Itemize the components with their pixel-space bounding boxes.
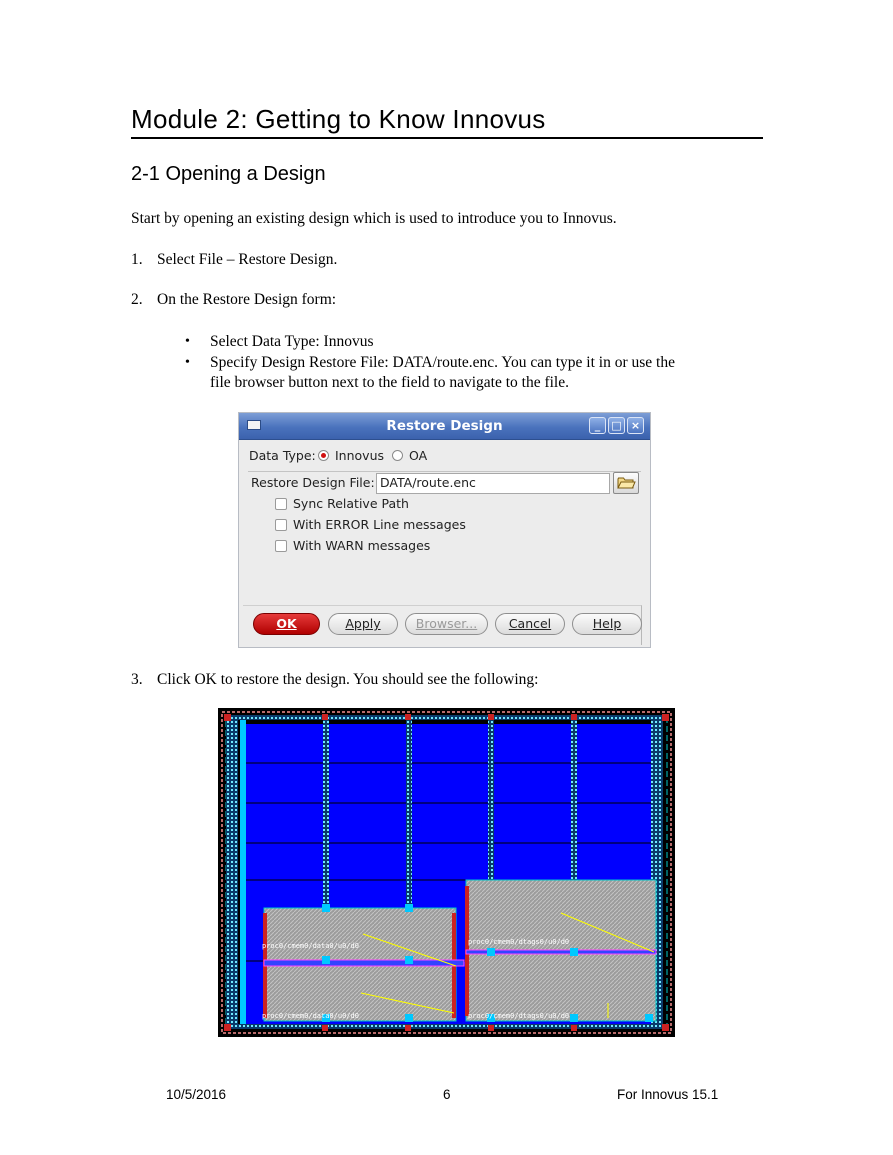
step-1-number: 1. xyxy=(131,251,143,268)
macro-channel xyxy=(264,960,464,966)
layout-canvas xyxy=(218,708,675,1037)
footer-date: 10/5/2016 xyxy=(166,1087,227,1102)
dialog-title: Restore Design xyxy=(386,418,503,434)
browse-file-button[interactable] xyxy=(613,472,639,494)
restore-design-dialog xyxy=(238,412,651,648)
step-1-text: Select File – Restore Design. xyxy=(157,251,338,268)
bullet-dot-icon: • xyxy=(185,334,190,349)
radio-innovus-label[interactable]: Innovus xyxy=(335,448,385,463)
radio-innovus[interactable] xyxy=(318,450,329,461)
step-2-text: On the Restore Design form: xyxy=(157,291,337,308)
title-rule xyxy=(131,137,763,139)
apply-button[interactable]: Apply xyxy=(328,613,398,635)
intro-paragraph: Start by opening an existing design which is used to introduce you to Innovus. xyxy=(131,210,617,227)
step-3-text: Click OK to restore the design. You should see the following: xyxy=(157,671,539,688)
error-line-messages-label[interactable]: With ERROR Line messages xyxy=(293,517,466,532)
warn-messages-label[interactable]: With WARN messages xyxy=(293,538,431,553)
macro-data0-upper xyxy=(264,908,456,960)
data-type-label: Data Type: xyxy=(249,448,316,463)
step-2-number: 2. xyxy=(131,291,143,308)
instance-label: proc0/cmem0/dtags0/u0/d0 xyxy=(468,1012,570,1020)
radio-oa-label[interactable]: OA xyxy=(409,448,428,463)
ok-button[interactable]: OK xyxy=(253,613,320,635)
instance-label: proc0/cmem0/data0/u0/d0 xyxy=(262,942,359,950)
sync-relative-path-label[interactable]: Sync Relative Path xyxy=(293,496,409,511)
bullet-dot-icon: • xyxy=(185,355,190,370)
dialog-titlebar[interactable] xyxy=(239,413,650,440)
macro-dtags0-lower xyxy=(466,954,656,1021)
module-title: Module 2: Getting to Know Innovus xyxy=(131,104,546,134)
instance-label: proc0/cmem0/data0/u0/d0 xyxy=(262,1012,359,1020)
left-power-rail xyxy=(240,720,246,1026)
maximize-icon[interactable]: □ xyxy=(608,417,625,434)
section-title: 2-1 Opening a Design xyxy=(131,163,326,185)
instance-label: proc0/cmem0/dtags0/u0/d0 xyxy=(468,938,570,946)
left-power-stripe xyxy=(226,720,238,1026)
folder-open-icon xyxy=(614,473,638,493)
error-line-messages-checkbox[interactable] xyxy=(275,519,287,531)
bullet-2-line-1: Specify Design Restore File: DATA/route.enc. You can type it in or use the xyxy=(210,354,675,371)
warn-messages-checkbox[interactable] xyxy=(275,540,287,552)
minimize-icon[interactable]: _ xyxy=(589,417,606,434)
footer-version: For Innovus 15.1 xyxy=(617,1087,719,1102)
sync-relative-path-checkbox[interactable] xyxy=(275,498,287,510)
close-icon[interactable]: × xyxy=(627,417,644,434)
restore-file-label: Restore Design File: xyxy=(251,475,375,490)
cancel-button[interactable]: Cancel xyxy=(495,613,565,635)
radio-oa[interactable] xyxy=(392,450,403,461)
top-pin-row xyxy=(226,715,667,720)
help-button[interactable]: Help xyxy=(572,613,642,635)
bullet-2-line-2: file browser button next to the field to navigate to the file. xyxy=(210,374,569,391)
bullet-1-text: Select Data Type: Innovus xyxy=(210,333,374,350)
browser-button[interactable]: Browser... xyxy=(405,613,488,635)
footer-page-number: 6 xyxy=(443,1087,451,1102)
bottom-pin-row xyxy=(226,1024,667,1029)
restore-file-input[interactable]: DATA/route.enc xyxy=(376,473,610,494)
innovus-layout-screenshot xyxy=(218,708,675,1037)
step-3-number: 3. xyxy=(131,671,143,688)
